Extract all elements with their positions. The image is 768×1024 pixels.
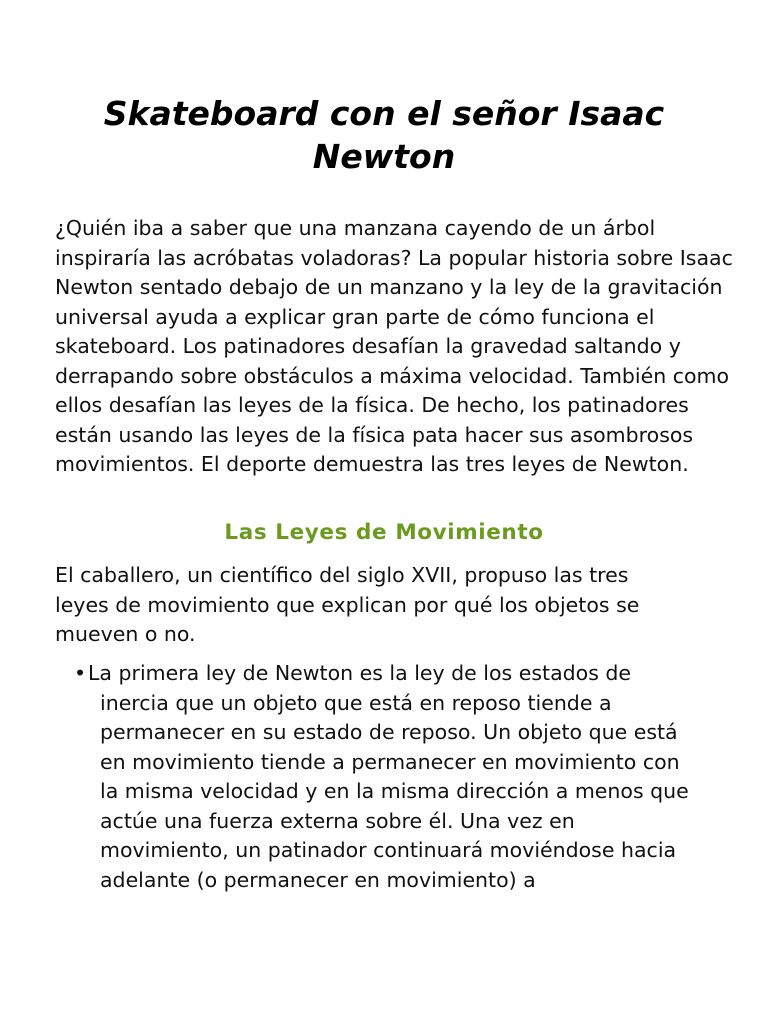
section-heading: Las Leyes de Movimiento [224, 520, 544, 545]
list-item-text: La primera ley de Newton es la ley de los estados de inercia que un objeto que está en reposo tiende a permanecer en su estado de reposo. Un objeto que está en movimiento tiende a permanecer en movimiento con la misma velocidad y en la misma dirección a menos que actúe una fuerza externa sobre él. Una vez en movimiento, un patinador continuará moviéndose hacia adelante (o permanecer en movimiento) a [88, 661, 689, 892]
page-title: Skateboard con el señor Isaac Newton [103, 94, 665, 176]
bullet-icon: • [74, 661, 87, 685]
list-item [74, 659, 694, 895]
section-paragraph: El caballero, un científico del siglo XVII, propuso las tres leyes de movimiento que explican por qué los objetos se mueven o no. [55, 563, 640, 646]
intro-paragraph: ¿Quién iba a saber que una manzana cayendo de un árbol inspiraría las acróbatas voladoras? La popular historia sobre Isaac Newton sentado debajo de un manzano y la ley de la gravitación universal ayuda a explicar gran parte de cómo funciona el skateboard. Los patinadores desafían la gravedad saltando y derrapando sobre obstáculos a máxima velocidad. También como ellos desafían las leyes de la física. De hecho, los patinadores están usando las leyes de la física pata hacer sus asombrosos movimientos. El deporte demuestra las tres leyes de Newton. [55, 216, 733, 476]
